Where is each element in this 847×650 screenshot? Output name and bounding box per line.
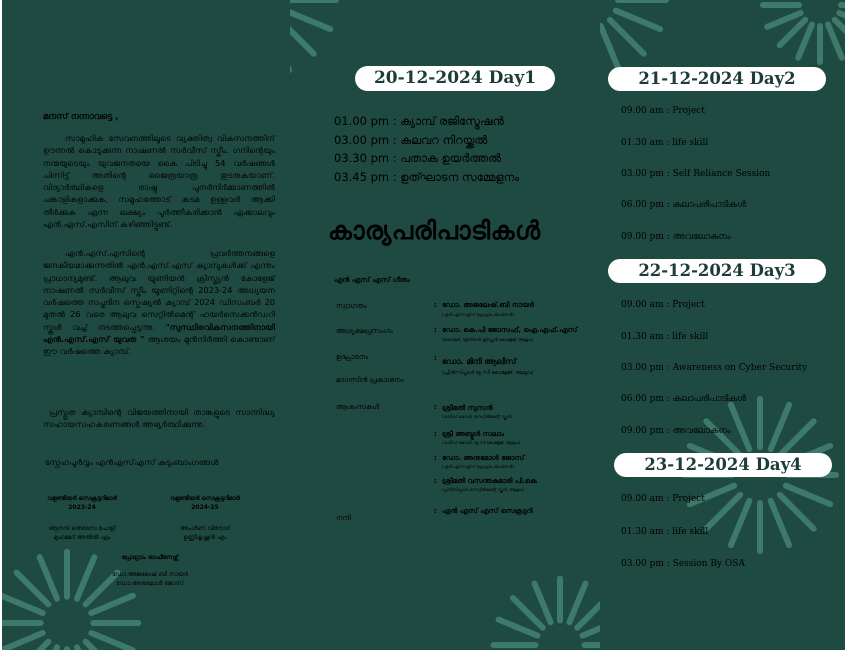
- program-role-label: സ്വാഗതം: [336, 302, 367, 310]
- program-person-name: ശ്രീ അബ്ദുൾ സലാം: [442, 430, 505, 438]
- schedule-item: 09.00 am : Project: [621, 300, 705, 310]
- signature-block-program-officers: [80, 553, 220, 588]
- letter-paragraph-main: എൻ.എസ്.എസിന്റെ പ്രവർത്തനങ്ങളെ ജനകീയമാക്കുന്നതിൽ എൻ.എസ്.എസ് ക്യാമ്പുകൾക്ക് എന്നും പ്രാധാന്യമുണ്ട്. ആലുവ യൂണിയൻ ക്രിസ്ത്യൻ കോളേജ് നാഷണൽ സർവീസ് സ്കീം യൂണിറ്റിന്റെ 2023-24 അധ്യയന വർഷത്തെ സപ്തദിന സ്പെഷ്യൽ ക്യാമ്പ് 2024 ഡിസംബർ 20 മുതൽ 26 വരെ ആലുവ സെറ്റിൽമെന്റ് ഹയർസെക്കൻഡറി സ്കൂൾ വച്ച് നടത്തപ്പെടുന്നു.: [43, 248, 275, 332]
- program-person-name: ശ്രീമതി സുസൻ: [442, 404, 493, 412]
- right-panel: [600, 0, 845, 650]
- program-colon: :: [434, 354, 437, 362]
- schedule-item: 06.00 pm : കലാപരിപാടികൾ: [621, 200, 747, 210]
- day4-heading: 23-12-2024 Day4: [614, 453, 832, 477]
- signature-name: ഡോ.അനുമോൾ ജോസ്: [116, 580, 184, 587]
- program-role-label: ഉദ്ഘാടനം: [336, 353, 369, 361]
- program-person-name: ശ്രീമതി വസന്തകുമാരി പി.കെ: [442, 477, 537, 485]
- schedule-item: 09.00 am : Project: [621, 106, 705, 116]
- signature-title: വളണ്ടിയർ സെക്രട്ടറിമാർ: [47, 495, 117, 502]
- middle-panel: [290, 0, 600, 650]
- schedule-item: 01.30 am : life skill: [621, 332, 709, 342]
- program-person-role: (എൻ.എസ്.എസ് പ്രോഗ്രാം ഓഫീസർ): [442, 312, 514, 317]
- program-role-label: അധ്യക്ഷപ്രസംഗം: [336, 327, 393, 335]
- program-person-role: (എൻ.എസ്.എസ് പ്രോഗ്രാം ഓഫീസർ): [442, 464, 514, 469]
- schedule-event: ഉത്ഘാടന സമ്മേളനം: [400, 169, 520, 184]
- program-person-role: (വാർഡ് മെമ്പർ, സെറ്റിൽമെന്റ് സ്കൂൾ): [442, 414, 513, 419]
- signature-name: ആനന്ദ് തെരേസ പോളി: [48, 525, 116, 532]
- schedule-time: 01.00 pm: [334, 114, 390, 128]
- signature-name: ഉണ്ണികൃഷ്ണൻ എം: [183, 534, 227, 541]
- schedule-event: കലവറ നിറയ്ക്കൽ: [400, 132, 488, 147]
- program-person-name: ഡോ. മിനി ആലീസ്: [442, 357, 517, 366]
- signature-name: ഡോ.അജലേഷ് ബി നായർ: [112, 571, 188, 578]
- program-colon: :: [434, 430, 437, 438]
- schedule-event: പതാക ഉയർത്തൽ: [400, 151, 501, 165]
- signature-name: മുഹമ്മദ് അതിൽ എം: [53, 534, 111, 541]
- letter-paragraph-end: ആശയം മുൻനിർത്തി കൊണ്ടാണ് ഈ വർഷത്തെ ക്യാമ്പ്.: [43, 334, 275, 357]
- schedule-item: 01.30 am : life skill: [621, 138, 709, 148]
- program-person-name: ഡോ. കെ.പി ജോസഫ്, ഐ.എഫ്.എസ്: [442, 326, 578, 334]
- program-colon: :: [434, 454, 437, 462]
- program-role-label: മാഗസിൻ പ്രകാശനം: [336, 376, 404, 384]
- camp-theme-quote: "സുസ്ഥിരവികസനത്തിനായി എൻ.എസ്.എസ് യുവത ": [43, 321, 275, 345]
- program-colon: :: [434, 301, 437, 309]
- schedule-row: 01.00 pm : ക്യാമ്പ് രജിസ്ട്രേഷൻ: [334, 114, 504, 128]
- decorative-burst: [490, 575, 600, 650]
- day3-heading: 22-12-2024 Day3: [608, 259, 826, 283]
- schedule-item: 09.00 am : Project: [621, 494, 705, 504]
- schedule-item: 01.30 am : life skill: [621, 527, 709, 537]
- program-colon: :: [434, 507, 437, 515]
- signature-name: അപർണ വിനോദ്: [180, 525, 230, 532]
- schedule-item: 03.00 pm : Awareness on Cyber Security: [621, 363, 808, 373]
- decorative-burst: [760, 0, 845, 65]
- letter-greeting: മനസ് നന്നാവട്ടെ ,: [43, 112, 119, 122]
- program-role-label: നന്ദി: [336, 514, 351, 522]
- schedule-item: 09.00 pm : അവലോകനം: [621, 426, 731, 436]
- program-person-role: (പ്രിൻസിപ്പാൾ, സെറ്റിൽമെന്റ് സ്കൂൾ, ആലുവ): [442, 487, 524, 492]
- letter-paragraph: [43, 247, 275, 358]
- schedule-row: 03.45 pm : ഉത്ഘാടന സമ്മേളനം: [334, 169, 520, 184]
- schedule-item: 06.00 pm : കലാപരിപാടികൾ: [621, 394, 747, 404]
- signature-year: 2024-25: [191, 504, 219, 511]
- day1-heading: 20-12-2024 Day1: [355, 66, 555, 91]
- schedule-event: ക്യാമ്പ് രജിസ്ട്രേഷൻ: [400, 114, 504, 128]
- schedule-row: 03.30 pm : പതാക ഉയർത്തൽ: [334, 151, 501, 165]
- signature-block-2024: [150, 494, 260, 542]
- program-person-role: (പ്രിൻസിപ്പാൾ യു.സി കോളേജ്, ആലുവ): [442, 370, 534, 376]
- nss-anthem: എൻ എസ് എസ് ഗീതം: [334, 276, 410, 284]
- schedule-time: 03.00 pm: [334, 132, 390, 147]
- signature-year: 2023-24: [68, 504, 96, 511]
- schedule-item: 09.00 pm : അവലോകനം: [621, 232, 731, 242]
- letter-closing: സ്നേഹപൂർവ്വം എൻഎസ്എസ് കുടുംബാംഗങ്ങൾ: [45, 457, 219, 467]
- program-role-label: ആശംസകൾ: [336, 403, 380, 411]
- program-colon: :: [434, 326, 437, 334]
- letter-paragraph: സാമൂഹിക സേവനത്തിലൂടെ വ്യക്തിത്വ വികസനത്തിന് ഊന്നൽ കൊടുക്കുന്ന നാഷണൽ സർവീസ് സ്കീം. ഗനിന്റെയും നന്മയുടെയും യുവജനതയെ കൈ പിടിച്ചു 54 വർഷങ്ങൾ പിന്നിട്ട് അതിന്റെ ജൈത്രയാത്ര തുടരുകയാണ്. വിദ്യാർത്ഥികളെ രാഷ്ട്ര പുനർനിർമ്മാണത്തിൽ പങ്കാളികളാക്കുക, സമൂഹത്തോട് കടമ ഉള്ളവർ ആക്കി തീർക്കുക എന്ന ലക്ഷ്യം പൂർത്തീകരിക്കാൻ എക്കാലവും എൻ.എസ്.എസിന് കഴിഞ്ഞിട്ടുണ്ട്.: [43, 133, 275, 230]
- day1-schedule: [334, 114, 519, 188]
- schedule-time: 03.30 pm: [334, 151, 390, 165]
- program-person-role: (മാനേജർ, യൂണിയൻ ക്രിസ്ത്യൻ കോളേജ്, ആലുവ): [442, 337, 534, 342]
- schedule-time: 03.45 pm: [334, 169, 390, 184]
- program-colon: :: [434, 477, 437, 485]
- decorative-burst: [290, 0, 340, 80]
- schedule-item: 03.00 pm : Session By OSA: [621, 559, 745, 569]
- program-person-name: ഡോ. അജലേഷ്.ബി നായർ: [442, 301, 535, 309]
- signature-title: വളണ്ടിയർ സെക്രട്ടറിമാർ: [170, 495, 240, 502]
- program-person-name: ഡോ. അനുമോൾ ജോസ്: [442, 454, 525, 462]
- schedule-row: 03.00 pm : കലവറ നിറയ്ക്കൽ: [334, 132, 488, 147]
- program-colon: :: [434, 403, 437, 411]
- day2-heading: 21-12-2024 Day2: [608, 67, 826, 91]
- signature-title: പ്രോഗ്രാം ഓഫീസേഴ്സ്: [121, 554, 179, 561]
- program-person-name: എൻ എസ് എസ് സെക്രട്ടറി: [442, 507, 533, 515]
- schedule-item: 03.00 pm : Self Reliance Session: [621, 169, 771, 179]
- signature-block-2023: [27, 494, 137, 542]
- letter-paragraph: പ്രസ്തുത ക്യാമ്പിന്റെ വിജയത്തിനായി താങ്കളുടെ സാന്നിദ്ധ്യ സഹായസഹകരണങ്ങൾ അഭ്യർത്ഥിക്കുന്നു.: [43, 407, 275, 430]
- program-title: കാര്യപരിപാടികൾ: [328, 216, 541, 245]
- program-person-role: (വാർഡ് മെമ്പർ, യു.സി കോളേജ്, ആലുവ): [442, 440, 521, 445]
